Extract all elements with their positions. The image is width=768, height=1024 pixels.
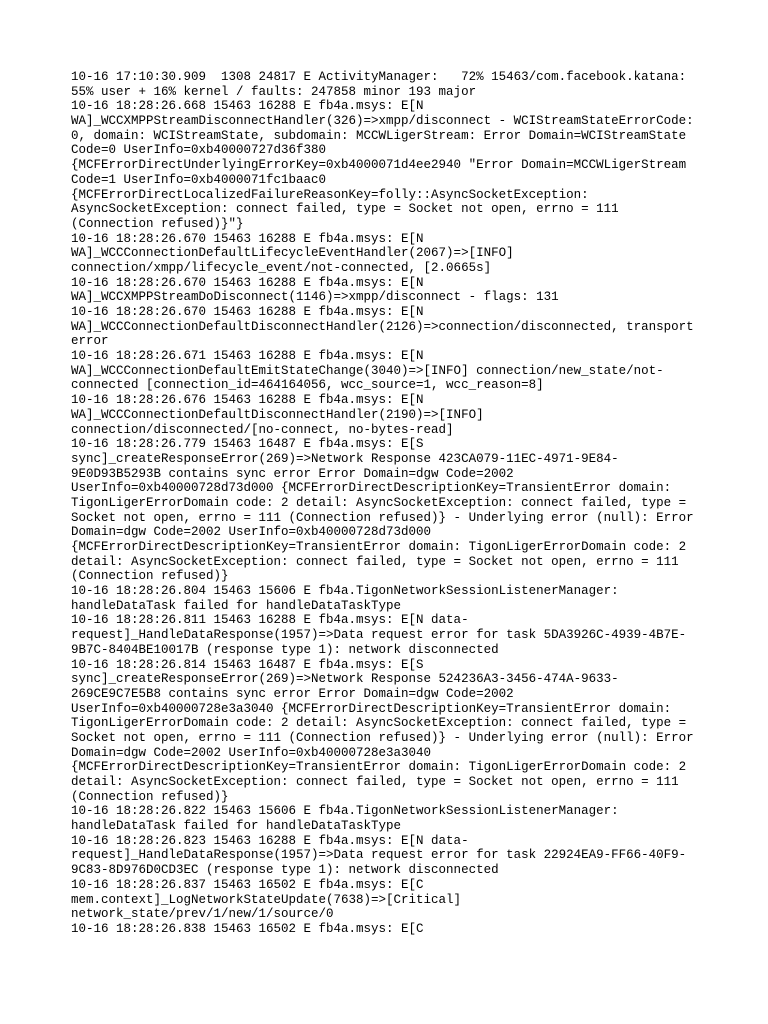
log-line: WA]_WCCConnectionDefaultEmitStateChange(3040)=>[INFO] connection/new_state/not-: [71, 363, 664, 378]
log-line: 10-16 18:28:26.668 15463 16288 E fb4a.msys: E[N: [71, 99, 424, 114]
log-line: UserInfo=0xb40000728d73d000 {MCFErrorDirectDescriptionKey=TransientError domain:: [71, 481, 672, 496]
log-line: WA]_WCCXMPPStreamDisconnectHandler(326)=>xmpp/disconnect - WCIStreamStateErrorCode:: [71, 114, 694, 129]
log-line: Domain=dgw Code=2002 UserInfo=0xb40000728d73d000: [71, 525, 432, 540]
log-line: AsyncSocketException: connect failed, type = Socket not open, errno = 111: [71, 202, 619, 217]
log-line: request]_HandleDataResponse(1957)=>Data request error for task 5DA3926C-4939-4B7E-: [71, 628, 687, 643]
log-line: Socket not open, errno = 111 (Connection refused)} - Underlying error (null): Error: [71, 730, 694, 745]
log-line: (Connection refused)}: [71, 569, 229, 584]
log-line: 10-16 18:28:26.822 15463 15606 E fb4a.TigonNetworkSessionListenerManager:: [71, 804, 619, 819]
log-line: 10-16 17:10:30.909 1308 24817 E ActivityManager: 72% 15463/com.facebook.katana:: [71, 70, 687, 84]
log-line: 269CE9C7E5B8 contains sync error Error Domain=dgw Code=2002: [71, 686, 514, 701]
log-line: WA]_WCCConnectionDefaultDisconnectHandler(2126)=>connection/disconnected, transport: [71, 319, 694, 334]
log-line: 10-16 18:28:26.804 15463 15606 E fb4a.TigonNetworkSessionListenerManager:: [71, 584, 619, 599]
log-line: network_state/prev/1/new/1/source/0: [71, 907, 334, 922]
log-line: {MCFErrorDirectDescriptionKey=TransientError domain: TigonLigerErrorDomain code: 2: [71, 540, 687, 554]
log-line: connected [connection_id=464164056, wcc_source=1, wcc_reason=8]: [71, 378, 544, 393]
log-line: 10-16 18:28:26.779 15463 16487 E fb4a.msys: E[S: [71, 437, 424, 452]
log-line: 10-16 18:28:26.838 15463 16502 E fb4a.msys: E[C: [71, 921, 424, 936]
log-line: Domain=dgw Code=2002 UserInfo=0xb40000728e3a3040: [71, 745, 432, 760]
log-line: {MCFErrorDirectUnderlyingErrorKey=0xb4000071d4ee2940 "Error Domain=MCCWLigerStream: [71, 158, 687, 173]
log-line: 9C83-8D976D0CD3EC (response type 1): network disconnected: [71, 863, 499, 878]
log-line: WA]_WCCConnectionDefaultDisconnectHandler(2190)=>[INFO]: [71, 407, 484, 422]
log-line: 55% user + 16% kernel / faults: 247858 minor 193 major: [71, 84, 477, 99]
log-line: sync]_createResponseError(269)=>Network Response 423CA079-11EC-4971-9E84-: [71, 451, 619, 466]
log-line: error: [71, 334, 109, 349]
log-line: 10-16 18:28:26.676 15463 16288 E fb4a.msys: E[N: [71, 393, 424, 408]
log-line: Socket not open, errno = 111 (Connection refused)} - Underlying error (null): Error: [71, 510, 694, 525]
log-line: mem.context]_LogNetworkStateUpdate(7638)=>[Critical]: [71, 892, 462, 907]
log-line: request]_HandleDataResponse(1957)=>Data request error for task 22924EA9-FF66-40F9-: [71, 848, 687, 863]
log-line: detail: AsyncSocketException: connect failed, type = Socket not open, errno = 111: [71, 775, 679, 789]
log-line: 10-16 18:28:26.811 15463 16288 E fb4a.msys: E[N data-: [71, 613, 469, 628]
log-line: sync]_createResponseError(269)=>Network Response 524236A3-3456-474A-9633-: [71, 672, 619, 687]
log-line: UserInfo=0xb40000728e3a3040 {MCFErrorDirectDescriptionKey=TransientError domain:: [71, 701, 672, 716]
log-line: detail: AsyncSocketException: connect failed, type = Socket not open, errno = 111: [71, 554, 679, 569]
log-line: 10-16 18:28:26.670 15463 16288 E fb4a.msys: E[N: [71, 305, 424, 319]
log-line: (Connection refused)}: [71, 789, 229, 804]
log-line: 9B7C-8404BE10017B (response type 1): network disconnected: [71, 642, 499, 657]
log-line: 10-16 18:28:26.670 15463 16288 E fb4a.msys: E[N: [71, 275, 424, 290]
log-line: 9E0D93B5293B contains sync error Error Domain=dgw Code=2002: [71, 466, 514, 481]
log-line: TigonLigerErrorDomain code: 2 detail: AsyncSocketException: connect failed, type =: [71, 495, 687, 510]
log-line: (Connection refused)}"}: [71, 216, 244, 231]
log-line: handleDataTask failed for handleDataTaskType: [71, 819, 402, 834]
log-line: 10-16 18:28:26.814 15463 16487 E fb4a.msys: E[S: [71, 657, 424, 672]
log-line: 10-16 18:28:26.671 15463 16288 E fb4a.msys: E[N: [71, 349, 424, 364]
log-line: 10-16 18:28:26.837 15463 16502 E fb4a.msys: E[C: [71, 877, 424, 892]
log-line: Code=0 UserInfo=0xb40000727d36f380: [71, 143, 327, 158]
log-line: Code=1 UserInfo=0xb4000071fc1baac0: [71, 172, 327, 187]
log-line: connection/disconnected/[no-connect, no-bytes-read]: [71, 422, 454, 437]
log-line: {MCFErrorDirectDescriptionKey=TransientError domain: TigonLigerErrorDomain code: 2: [71, 760, 687, 775]
log-text-page: [71, 70, 711, 937]
log-line: handleDataTask failed for handleDataTaskType: [71, 598, 402, 613]
log-line: WA]_WCCXMPPStreamDoDisconnect(1146)=>xmpp/disconnect - flags: 131: [71, 290, 559, 305]
log-line: connection/xmpp/lifecycle_event/not-connected, [2.0665s]: [71, 260, 492, 275]
log-line: WA]_WCCConnectionDefaultLifecycleEventHandler(2067)=>[INFO]: [71, 246, 514, 261]
log-line: TigonLigerErrorDomain code: 2 detail: AsyncSocketException: connect failed, type =: [71, 716, 687, 731]
log-line: {MCFErrorDirectLocalizedFailureReasonKey=folly::AsyncSocketException:: [71, 187, 589, 202]
log-line: 0, domain: WCIStreamState, subdomain: MCCWLigerStream: Error Domain=WCIStreamState: [71, 128, 687, 143]
log-line: 10-16 18:28:26.823 15463 16288 E fb4a.msys: E[N data-: [71, 833, 469, 848]
log-line: 10-16 18:28:26.670 15463 16288 E fb4a.msys: E[N: [71, 231, 424, 246]
